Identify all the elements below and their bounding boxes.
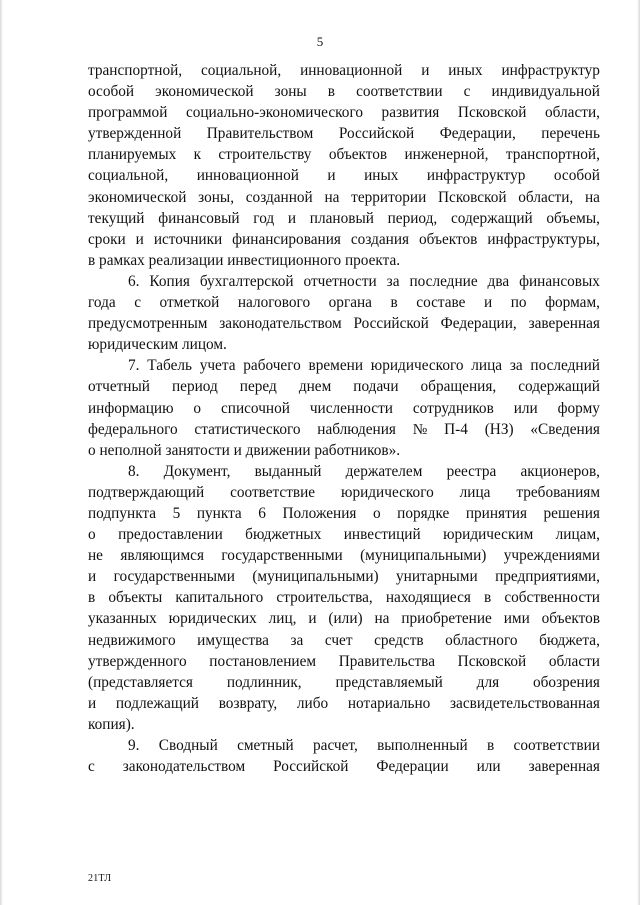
word: наблюдения [317, 420, 396, 438]
word: инфраструктур [501, 62, 600, 79]
text-line [88, 376, 600, 397]
word: Псковской [457, 104, 527, 122]
word: обращения, [420, 378, 497, 396]
text-line [88, 587, 600, 608]
word: и [88, 568, 97, 586]
word: (НЗ) [484, 420, 514, 438]
word: недвижимого [88, 631, 176, 649]
word: учета [199, 357, 236, 375]
word: на [374, 610, 390, 628]
word: для [476, 673, 500, 691]
word: являющимся [120, 547, 204, 565]
word: Федерации, [439, 125, 516, 143]
text-line [88, 672, 600, 693]
word: и [287, 209, 297, 227]
text-line [88, 123, 600, 144]
word: инфраструктуры, [487, 230, 600, 248]
word: инвестиций [343, 526, 421, 544]
word: бюджетных [245, 526, 322, 544]
page-number: 5 [316, 34, 324, 49]
text-line [88, 355, 600, 376]
word: строительству [218, 146, 312, 164]
word: перечень [541, 125, 600, 143]
word: финансовых [519, 272, 600, 290]
text-line [88, 102, 600, 123]
word: Российской [338, 125, 415, 143]
word: государственными [221, 547, 343, 565]
word: на [584, 188, 600, 206]
word: с [134, 294, 142, 312]
word: текущий [88, 209, 145, 227]
word: выполненный [377, 737, 468, 754]
text-line [88, 566, 600, 587]
word: акционеров, [520, 462, 600, 480]
text-line [88, 81, 600, 102]
word: заверенная [528, 758, 600, 776]
word: 7. [128, 357, 140, 375]
word: подпункта [88, 504, 157, 522]
word: юридического [370, 357, 464, 375]
word: 9. [128, 737, 140, 754]
word: Российской [353, 315, 429, 333]
word: финансовый [158, 209, 240, 227]
word: находящиеся [385, 589, 471, 607]
word: или [476, 758, 501, 776]
word: области, [518, 188, 574, 206]
word: обозрения [532, 673, 600, 691]
word: сметный [237, 737, 294, 754]
word: Сводный [158, 737, 218, 754]
word: (представляется [88, 673, 193, 691]
word: планируемых [88, 146, 177, 164]
word: государственными [113, 568, 235, 586]
word: в [88, 589, 96, 607]
text-line [88, 714, 600, 735]
word: зоны [274, 83, 307, 101]
text-line [88, 756, 600, 777]
word: сроки [88, 230, 126, 248]
word: юридическим [443, 526, 534, 544]
word: предоставлении [118, 526, 223, 544]
word: предусмотренным [88, 315, 208, 333]
word: утвержденного [88, 652, 187, 670]
word: бухгалтерской [199, 272, 294, 290]
word: в [327, 83, 336, 101]
word: года [88, 294, 116, 312]
word: отчетный [88, 378, 150, 396]
word: финансирования [232, 230, 341, 248]
word: средств [374, 631, 424, 649]
word: экономической [88, 188, 187, 206]
word: транспортной, [88, 62, 183, 79]
word: социальной, [200, 62, 282, 79]
word: год [253, 209, 275, 227]
text-line [88, 482, 600, 503]
word: зоны, [198, 188, 235, 206]
text-line [88, 693, 600, 714]
word: с [463, 83, 471, 101]
word: в [486, 737, 495, 754]
word: объектов [419, 230, 478, 248]
word: территории [351, 188, 427, 206]
word: и [421, 62, 430, 79]
word: подтверждающий [88, 483, 205, 501]
word: сотрудников [412, 399, 494, 417]
word: о [88, 526, 96, 544]
word: представляемый [335, 673, 443, 691]
word: Правительства [338, 652, 435, 670]
word: за [290, 631, 304, 649]
word: Табель [147, 357, 192, 375]
word: (или) [328, 610, 363, 628]
word: статистического [194, 420, 301, 438]
word: области, [545, 104, 600, 122]
word: и [484, 294, 493, 312]
word: ими [503, 610, 530, 628]
text-line [88, 334, 600, 355]
word: области [548, 652, 600, 670]
word: плановый [309, 209, 374, 227]
word: строительства, [276, 589, 373, 607]
word: законодательством [219, 315, 342, 333]
text-line [88, 524, 600, 545]
word: о [193, 399, 202, 417]
word: объектов [328, 146, 388, 164]
word: отчетности [303, 272, 377, 290]
line-text: в рамках реализации инвестиционного проекта. [88, 251, 401, 269]
word: инфраструктур [426, 167, 526, 185]
word: о [372, 504, 381, 522]
word: имущества [197, 631, 269, 649]
word: лица [471, 357, 503, 375]
text-line [88, 651, 600, 672]
word: формам, [545, 294, 600, 312]
word: или [513, 399, 538, 417]
word: Федерации [376, 758, 449, 776]
word: объекты [108, 589, 163, 607]
word: законодательством [122, 758, 246, 776]
word: Федерации, [440, 315, 517, 333]
word: приобретение [401, 610, 492, 628]
word: соответствии [356, 83, 443, 101]
word: реестра [446, 462, 497, 480]
word: объектов [541, 610, 600, 628]
text-line [88, 313, 600, 334]
text-line [88, 440, 600, 461]
word: засвидетельствованная [450, 694, 600, 712]
word: утвержденной [88, 125, 182, 143]
word: инновационной [300, 62, 403, 79]
word: юридических [168, 610, 257, 628]
word: подачи [353, 378, 399, 396]
word: органа [328, 294, 372, 312]
word: капитального [175, 589, 264, 607]
word: период, [387, 209, 438, 227]
word: времени [308, 357, 364, 375]
word: либо [296, 694, 329, 712]
word: последние [409, 272, 478, 290]
word: 5 [172, 504, 181, 522]
word: заверенная [528, 315, 600, 333]
word: создания [350, 230, 410, 248]
word: отметкой [159, 294, 220, 312]
text-line [88, 630, 600, 651]
word: 6. [128, 272, 140, 290]
word: федерального [88, 420, 178, 438]
word: Копия [149, 272, 190, 290]
word: особой [553, 167, 600, 185]
word: инновационной [196, 167, 299, 185]
word: счет [324, 631, 353, 649]
word: (муниципальными) [360, 547, 487, 565]
document-body [88, 60, 600, 777]
word: и [88, 694, 97, 712]
word: возврату, [218, 694, 278, 712]
word: лиц, [268, 610, 297, 628]
word: созданной [245, 188, 313, 206]
word: соответствие [230, 483, 316, 501]
word: с [88, 758, 95, 776]
text-line [88, 250, 600, 271]
word: последний [530, 357, 600, 375]
text-line [88, 398, 600, 419]
line-text: копия). [88, 715, 135, 733]
word: форму [557, 399, 600, 417]
word: источники [153, 230, 223, 248]
word: иных [364, 167, 399, 185]
word: юридического [341, 483, 434, 501]
word: расчет, [313, 737, 358, 754]
word: П-4 [444, 420, 468, 438]
word: и [135, 230, 144, 248]
word: развития [381, 104, 440, 122]
word: указанных [88, 610, 157, 628]
word: на [324, 188, 340, 206]
word: экономической [155, 83, 254, 101]
word: и [308, 610, 317, 628]
word: социальной, [88, 167, 169, 185]
word: к [193, 146, 202, 164]
word: унитарными [396, 568, 478, 586]
word: налогового [237, 294, 311, 312]
text-line [88, 608, 600, 629]
word: перед [239, 378, 277, 396]
word: и [327, 167, 336, 185]
word: за [509, 357, 523, 375]
word: лицам, [555, 526, 600, 544]
word: выданный [254, 462, 322, 480]
word: за [386, 272, 400, 290]
word: порядке [397, 504, 450, 522]
word: нотариально [347, 694, 431, 712]
footer-code: 21ТЛ [88, 873, 112, 884]
scan-edge-left [0, 0, 3, 905]
word: социально-экономического [185, 104, 363, 122]
word: Российской [273, 758, 349, 776]
word: численности [309, 399, 393, 417]
word: днем [298, 378, 332, 396]
word: пункта [196, 504, 242, 522]
text-line [88, 461, 600, 482]
word: индивидуальной [491, 83, 600, 101]
word: держателем [345, 462, 423, 480]
word: соответствии [513, 737, 600, 754]
line-text: о неполной занятости и движении работников». [88, 441, 401, 459]
word: бюджета, [539, 631, 600, 649]
word: особой [88, 83, 135, 101]
word: Псковской [438, 188, 507, 206]
word: постановлением [209, 652, 317, 670]
line-text: юридическим лицом. [88, 336, 227, 354]
word: в [390, 294, 398, 312]
word: информацию [88, 399, 174, 417]
text-line [88, 545, 600, 566]
text-line [88, 208, 600, 229]
word: Документ, [163, 462, 231, 480]
word: требованиям [516, 483, 600, 501]
word: (муниципальными) [252, 568, 379, 586]
word: «Сведения [530, 420, 600, 438]
word: собственности [504, 589, 600, 607]
word: два [487, 272, 510, 290]
text-line [88, 292, 600, 313]
word: в [483, 589, 492, 607]
text-line [88, 144, 600, 165]
word: списочной [220, 399, 290, 417]
word: транспортной, [505, 146, 600, 164]
word: предприятиями, [495, 568, 600, 586]
word: Правительством [206, 125, 314, 143]
word: инженерной, [404, 146, 489, 164]
word: подлежащий [115, 694, 199, 712]
text-line [88, 229, 600, 250]
word: учреждениями [503, 547, 600, 565]
text-line [88, 187, 600, 208]
word: областного [445, 631, 518, 649]
word: по [510, 294, 527, 312]
word: № [412, 420, 428, 438]
word: период [171, 378, 218, 396]
text-line [88, 60, 600, 81]
text-line [88, 503, 600, 524]
word: принятия [465, 504, 527, 522]
word: содержащий [450, 209, 533, 227]
word: иных [448, 62, 483, 79]
word: 8. [128, 462, 140, 480]
word: рабочего [243, 357, 301, 375]
text-line [88, 165, 600, 186]
text-line [88, 271, 600, 292]
word: объемы, [546, 209, 600, 227]
text-line [88, 735, 600, 756]
word: составе [416, 294, 466, 312]
word: Положения [282, 504, 357, 522]
word: решения [543, 504, 600, 522]
word: 6 [258, 504, 266, 522]
word: подлинник, [226, 673, 302, 691]
word: содержащий [518, 378, 600, 396]
word: Псковской [457, 652, 527, 670]
word: программой [88, 104, 168, 122]
word: лица [459, 483, 491, 501]
word: не [88, 547, 103, 565]
text-line [88, 419, 600, 440]
